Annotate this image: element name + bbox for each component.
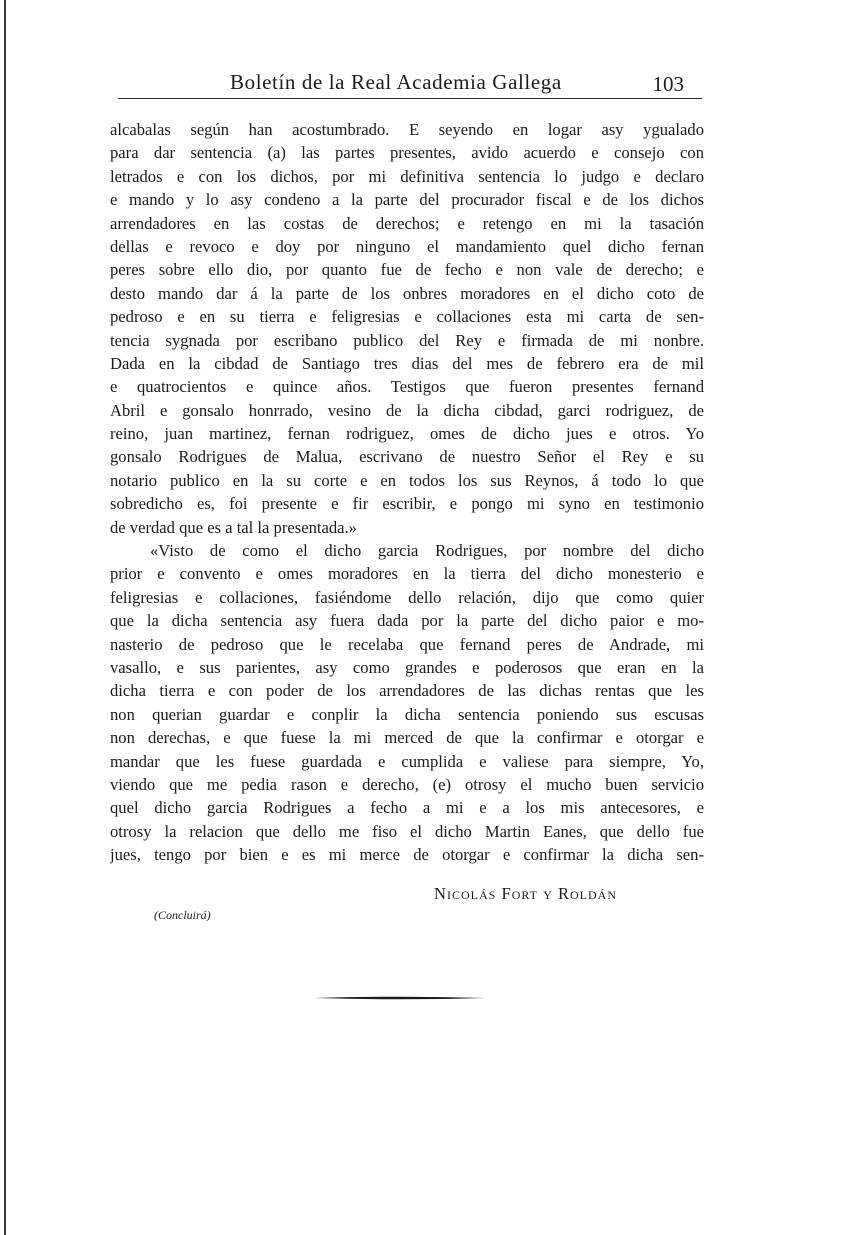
text-line: que la dicha sentencia asy fuera dada por la parte del dicho paior e mo- (110, 611, 704, 631)
text-line: dicha tierra e con poder de los arrendadores de las dichas rentas que les (110, 681, 704, 701)
text-line: Abril e gonsalo honrrado, vesino de la dicha cibdad, garci rodriguez, de (110, 400, 704, 420)
text-line: gonsalo Rodrigues de Malua, escrivano de nuestro Señor el Rey e su (110, 447, 704, 467)
text-line: tencia sygnada por escribano publico del Rey e firmada de mi nonbre. (110, 330, 704, 350)
running-header (118, 68, 702, 102)
text-line: alcabalas según han acostumbrado. E seyendo en logar asy ygualado (110, 120, 704, 139)
ornamental-rule (314, 994, 486, 1002)
text-line: para dar sentencia (a) las partes presentes, avido acuerdo e consejo con (110, 143, 704, 163)
text-line: sobredicho es, foi presente e fir escribir, e pongo mi syno en testimonio (110, 494, 704, 514)
text-line: prior e convento e omes moradores en la tierra del dicho monesterio e (110, 564, 704, 584)
text-line: nasterio de pedroso que le recelaba que fernand peres de Andrade, mi (110, 634, 704, 654)
text-line: dellas e revoco e doy por ninguno el mandamiento quel dicho fernan (110, 236, 704, 256)
text-line: feligresias e collaciones, fasiéndome dello relación, dijo que como quier (110, 587, 704, 607)
body-text (110, 118, 704, 867)
text-line: otrosy la relacion que dello me fiso el dicho Martin Eanes, que dello fue (110, 821, 704, 841)
text-line: mandar que les fuese guardada e cumplida e valiese para siempre, Yo, (110, 751, 704, 771)
author-signature: Nicolás Fort y Roldán (434, 884, 618, 903)
continued-note: (Concluirá) (154, 908, 211, 922)
journal-title: Boletín de la Real Academia Gallega (230, 70, 562, 94)
text-line: reino, juan martinez, fernan rodriguez, omes de dicho jues e otros. Yo (110, 424, 704, 444)
text-line: quel dicho garcia Rodrigues a fecho a mi e a los mis antecesores, e (110, 798, 704, 818)
text-line: desto mando dar á la parte de los onbres moradores en el dicho coto de (110, 283, 704, 303)
text-line: viendo que me pedia rason e derecho, (e) otrosy el mucho buen servicio (110, 774, 704, 794)
text-line: de verdad que es a tal la presentada.» (110, 517, 357, 537)
text-line: letrados e con los dichos, por mi definitiva sentencia lo judgo e declaro (110, 166, 704, 186)
text-line: pedroso e en su tierra e feligresias e collaciones esta mi carta de sen- (110, 307, 704, 327)
text-line: non derechas, e que fuese la mi merced de que la confirmar e otorgar e (110, 728, 704, 748)
text-line: jues, tengo por bien e es mi merce de otorgar e confirmar la dicha sen- (110, 845, 704, 865)
header-rule (118, 98, 702, 99)
text-line: peres sobre ello dio, por quanto fue de fecho e non vale de derecho; e (110, 260, 704, 280)
text-line: e mando y lo asy condeno a la parte del procurador fiscal e de los dichos (110, 190, 704, 210)
text-line: arrendadores en las costas de derechos; e retengo en mi la tasación (110, 213, 704, 233)
text-line: vasallo, e sus parientes, asy como grandes e poderosos que eran en la (110, 657, 704, 677)
page-edge-line (4, 0, 6, 1235)
page-number: 103 (652, 72, 684, 96)
text-line: non querian guardar e conplir la dicha sentencia poniendo sus escusas (110, 704, 704, 724)
text-line: «Visto de como el dicho garcia Rodrigues, por nombre del dicho (150, 541, 704, 561)
text-line: Dada en la cibdad de Santiago tres dias del mes de febrero era de mil (110, 353, 704, 373)
text-line: e quatrocientos e quince años. Testigos que fueron presentes fernand (110, 377, 704, 397)
text-line: notario publico en la su corte e en todos los sus Reynos, á todo lo que (110, 470, 704, 490)
